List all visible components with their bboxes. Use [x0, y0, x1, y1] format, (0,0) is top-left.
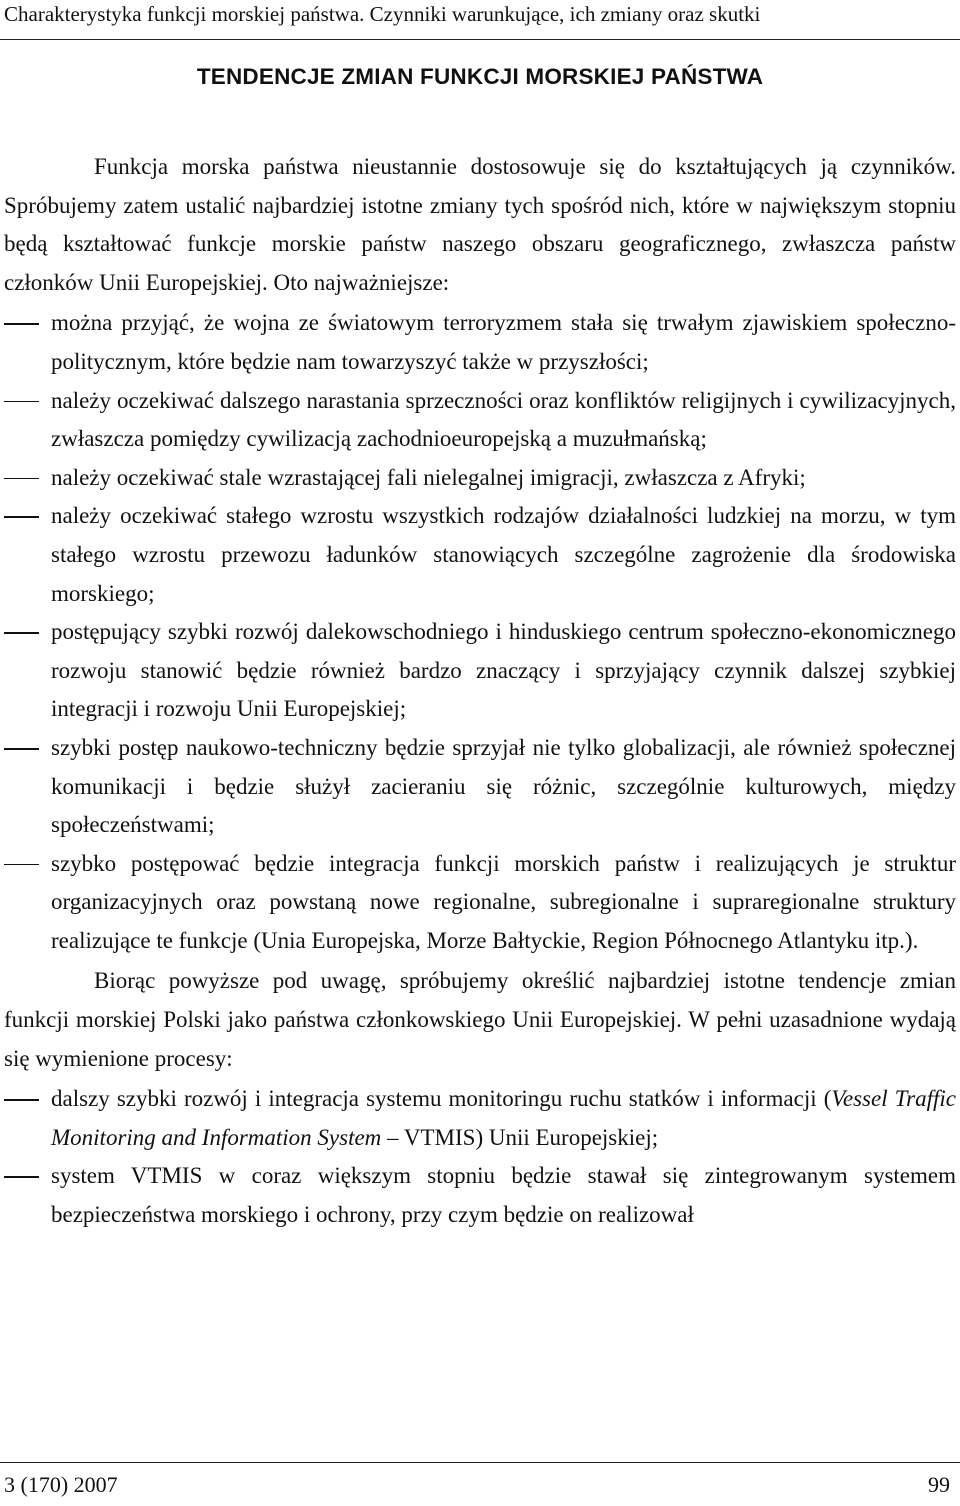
body-text: [4, 148, 956, 1235]
running-title: Charakterystyka funkcji morskiej państwa. Czynniki warunkujące, ich zmiany oraz skutki: [4, 2, 761, 26]
dash-bullet: [4, 478, 39, 480]
list-item: należy oczekiwać dalszego narastania sprzeczności oraz konfliktów religijnych i cywilizacyjnych, zwłaszcza pomiędzy cywilizacją zachodnioeuropejską a muzułmańską;: [4, 382, 956, 459]
running-header: [0, 0, 960, 40]
dash-bullet: [4, 864, 39, 866]
list-item: szybko postępować będzie integracja funkcji morskich państw i realizujących je struktur organizacyjnych oraz powstaną nowe regionalne, subregionalne i supraregionalne struktury realizujące te funkcje (Unia Europejska, Morze Bałtyckie, Region Północnego Atlantyku itp.).: [4, 845, 956, 961]
list-item: postępujący szybki rozwój dalekowschodniego i hinduskiego centrum społeczno-ekonomicznego rozwoju stanowić będzie również bardzo znaczący i sprzyjający czynnik dalszej szybkiej integracji i rozwoju Unii Europejskiej;: [4, 613, 956, 729]
dash-bullet: [4, 323, 39, 325]
dash-bullet: [4, 1176, 39, 1178]
list-item: szybki postęp naukowo-techniczny będzie sprzyjał nie tylko globalizacji, ale również społecznej komunikacji i będzie służył zacieraniu się różnic, szczególnie kulturowych, między społeczeństwami;: [4, 729, 956, 845]
list-item: system VTMIS w coraz większym stopniu będzie stawał się zintegrowanym systemem bezpieczeństwa morskiego i ochrony, przy czym będzie on realizował: [4, 1157, 956, 1234]
list-item: należy oczekiwać stałego wzrostu wszystkich rodzajów działalności ludzkiej na morzu, w tym stałego wzrostu przewozu ładunków stanowiących szczególne zagrożenie dla środowiska morskiego;: [4, 497, 956, 613]
processes-list: [4, 1080, 956, 1234]
italic-system-name: Vessel Traffic Monitoring and Information System: [51, 1086, 957, 1150]
dash-bullet: [4, 516, 39, 518]
page-footer: [0, 1462, 960, 1506]
list-item: należy oczekiwać stale wzrastającej fali nielegalnej imigracji, zwłaszcza z Afryki;: [4, 459, 956, 498]
dash-bullet: [4, 748, 39, 750]
dash-bullet: [4, 401, 39, 403]
dash-bullet: [4, 632, 39, 634]
page-number: 99: [928, 1472, 950, 1497]
list-item: dalszy szybki rozwój i integracja systemu monitoringu ruchu statków i informacji (Vessel Traffic Monitoring and Information System – VTMIS) Unii Europejskiej;: [4, 1080, 956, 1157]
list-item: można przyjąć, że wojna ze światowym terroryzmem stała się trwałym zjawiskiem społeczno-politycznym, które będzie nam towarzyszyć także w przyszłości;: [4, 304, 956, 381]
trends-list: [4, 304, 956, 960]
dash-bullet: [4, 1099, 39, 1101]
section-title: TENDENCJE ZMIAN FUNKCJI MORSKIEJ PAŃSTWA: [196, 64, 764, 89]
intro-paragraph: Funkcja morska państwa nieustannie dostosowuje się do kształtujących ją czynników. Spróbujemy zatem ustalić najbardziej istotne zmiany tych spośród nich, które w największym stopniu będą kształtować funkcje morskie państw naszego obszaru geograficznego, zwłaszcza państw członków Unii Europejskiej. Oto najważniejsze:: [4, 154, 956, 295]
issue-number: 3 (170) 2007: [4, 1472, 118, 1497]
middle-paragraph: Biorąc powyższe pod uwagę, spróbujemy określić najbardziej istotne tendencje zmian funkcji morskiej Polski jako państwa członkowskiego Unii Europejskiej. W pełni uzasadnione wydają się wymienione procesy:: [4, 968, 956, 1071]
